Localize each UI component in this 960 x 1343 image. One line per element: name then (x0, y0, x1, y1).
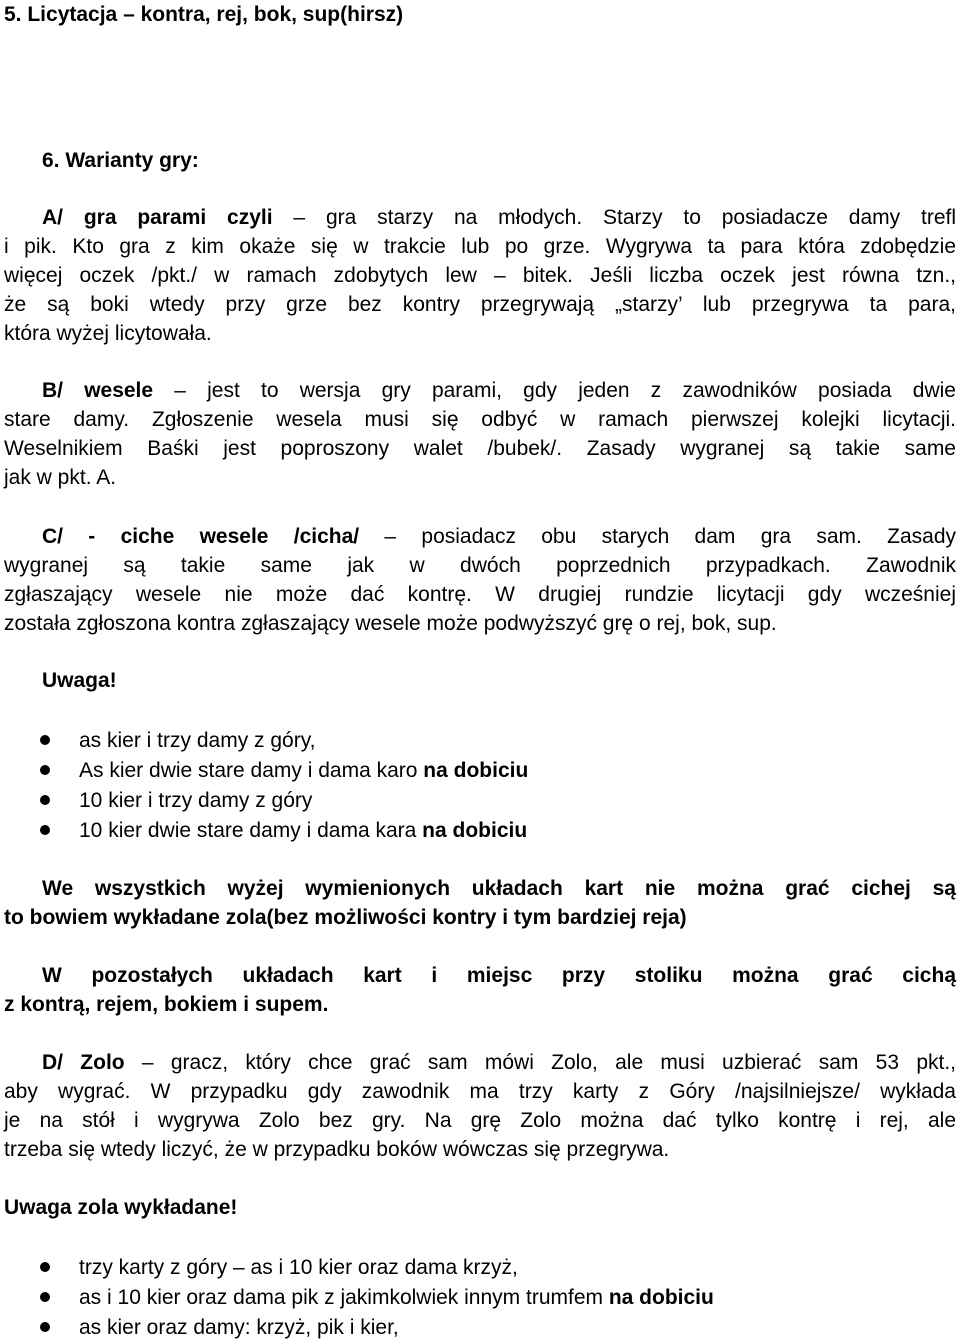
list-item: 10 kier i trzy damy z góry (79, 789, 313, 812)
bullet-dot (40, 1292, 50, 1302)
bullet-dot (40, 735, 50, 745)
list-item: 10 kier dwie stare damy i dama kara na dobiciu (79, 819, 528, 842)
uwaga-heading: Uwaga! (42, 669, 117, 692)
list-item: as kier i trzy damy z góry, (79, 729, 316, 752)
bullet-dot (40, 1322, 50, 1332)
bullet-dot (40, 765, 50, 775)
warning-para-1-line-1: We wszystkich wyżej wymienionych układach kart nie można grać cichej są (42, 877, 956, 900)
section-d-line-4: trzeba się wtedy liczyć, że w przypadku boków wówczas się przegrywa. (4, 1138, 670, 1161)
warning-para-2-line-2: z kontrą, rejem, bokiem i supem. (4, 993, 329, 1016)
heading-licytacja: 5. Licytacja – kontra, rej, bok, sup(hirsz) (4, 3, 404, 26)
uwaga-zola-heading: Uwaga zola wykładane! (4, 1196, 238, 1219)
section-b-line-1: B/ wesele – jest to wersja gry parami, gdy jeden z zawodników posiada dwie (42, 379, 956, 402)
list-item: as kier oraz damy: krzyż, pik i kier, (79, 1316, 399, 1339)
warning-para-2-line-1: W pozostałych układach kart i miejsc przy stoliku można grać cichą (42, 964, 956, 987)
section-a-line-3: więcej oczek /pkt./ w ramach zdobytych lew – bitek. Jeśli liczba oczek jest równa tzn., (4, 264, 956, 287)
section-a-line-2: i pik. Kto gra z kim okaże się w trakcie lub po grze. Wygrywa ta para która zdobędzie (4, 235, 956, 258)
list-item: trzy karty z góry – as i 10 kier oraz dama krzyż, (79, 1256, 518, 1279)
bullet-dot (40, 1262, 50, 1272)
section-b-line-4: jak w pkt. A. (4, 466, 117, 489)
section-d-line-1: D/ Zolo – gracz, który chce grać sam mówi Zolo, ale musi uzbierać sam 53 pkt., (42, 1051, 957, 1074)
section-a-line-1: A/ gra parami czyli – gra starzy na młodych. Starzy to posiadacze damy trefl (42, 206, 957, 229)
section-d-line-3: je na stół i wygrywa Zolo bez gry. Na grę Zolo można dać tylko kontrę i rej, ale (4, 1109, 956, 1132)
section-a-line-5: która wyżej licytowała. (4, 322, 212, 345)
section-b-line-2: stare damy. Zgłoszenie wesela musi się odbyć w ramach pierwszej kolejki licytacji. (4, 408, 956, 431)
bullet-dot (40, 795, 50, 805)
section-c-line-2: wygranej są takie same jak w dwóch poprzednich przypadkach. Zawodnik (4, 554, 956, 577)
warning-para-1-line-2: to bowiem wykładane zola(bez możliwości kontry i tym bardziej reja) (4, 906, 687, 929)
section-b-line-3: Weselnikiem Baśki jest poproszony walet /bubek/. Zasady wygranej są takie same (4, 437, 956, 460)
section-c-line-4: została zgłoszona kontra zgłaszający wesele może podwyższyć grę o rej, bok, sup. (4, 612, 777, 635)
list-item: as i 10 kier oraz dama pik z jakimkolwiek innym trumfem na dobiciu (79, 1286, 714, 1309)
section-c-line-1: C/ - ciche wesele /cicha/ – posiadacz obu starych dam gra sam. Zasady (42, 525, 956, 548)
bullet-dot (40, 825, 50, 835)
section-d-line-2: aby wygrać. W przypadku gdy zawodnik ma trzy karty z Góry /najsilniejsze/ wykłada (4, 1080, 956, 1103)
list-item: As kier dwie stare damy i dama karo na dobiciu (79, 759, 529, 782)
heading-warianty: 6. Warianty gry: (42, 149, 199, 172)
section-c-line-3: zgłaszający wesele nie może dać kontrę. W drugiej rundzie licytacji gdy wcześniej (4, 583, 956, 606)
section-a-line-4: że są boki wtedy przy grze bez kontry przegrywają „starzy’ lub przegrywa ta para, (4, 293, 956, 316)
